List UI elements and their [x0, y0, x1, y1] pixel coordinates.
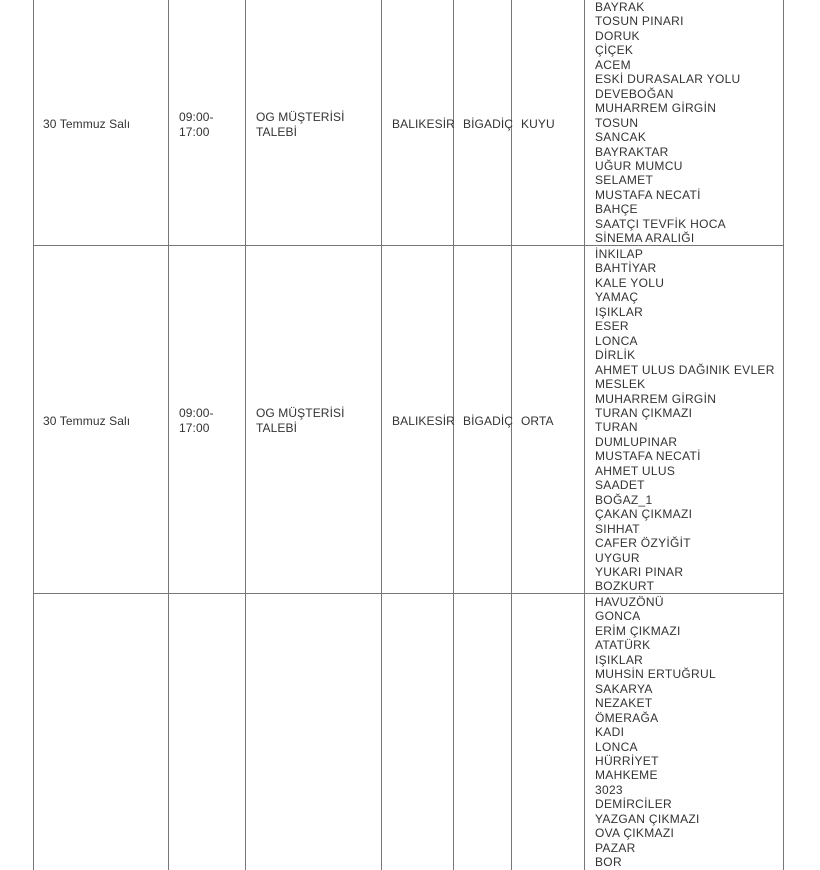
street-item: YAZGAN ÇIKMAZI: [595, 811, 700, 826]
street-item: UYGUR: [595, 550, 640, 565]
street-item: NEZAKET: [595, 696, 653, 711]
street-item: DEVEBOĞAN: [595, 86, 674, 101]
street-item: IŞIKLAR: [595, 304, 644, 319]
street-item: DORUK: [595, 28, 640, 43]
street-item: TURAN: [595, 420, 638, 435]
date-cell: 30 Temmuz Salı: [43, 414, 131, 428]
street-item: KALE YOLU: [595, 275, 665, 290]
neighborhood-cell: ORTA: [521, 414, 554, 428]
street-item: MESLEK: [595, 377, 646, 392]
street-item: TOSUN PINARI: [595, 14, 684, 29]
district-cell: BİGADİÇ: [463, 414, 514, 428]
street-item: GONCA: [595, 609, 641, 624]
street-item: AHMET ULUS: [595, 463, 676, 478]
street-item: BAYRAK: [595, 0, 645, 14]
street-item: SIHHAT: [595, 521, 640, 536]
reason-cell: [256, 110, 345, 139]
column-border: [783, 0, 784, 870]
streets-cell: [595, 247, 775, 594]
reason-cell: [256, 406, 345, 435]
street-item: TOSUN: [595, 115, 639, 130]
column-border: [168, 0, 169, 870]
district-cell: BİGADİÇ: [463, 117, 514, 131]
street-item: ERİM ÇIKMAZI: [595, 623, 681, 638]
time-start: 09:00-: [179, 406, 214, 420]
street-item: BAYRAKTAR: [595, 144, 669, 159]
street-item: YAMAÇ: [595, 290, 639, 305]
time-end: 17:00: [179, 124, 210, 139]
street-item: KADI: [595, 725, 625, 740]
street-item: OVA ÇIKMAZI: [595, 826, 675, 841]
neighborhood-cell: KUYU: [521, 117, 555, 131]
time-cell: [179, 406, 214, 435]
street-item: AHMET ULUS DAĞINIK EVLER: [595, 362, 775, 377]
street-item: BAHTİYAR: [595, 261, 657, 276]
street-item: ÖMERAĞA: [595, 710, 659, 725]
street-item: ATATÜRK: [595, 638, 651, 653]
street-item: MAHKEME: [595, 768, 658, 783]
street-item: SİNEMA ARALIĞI: [595, 231, 695, 246]
streets-cell: [595, 595, 716, 870]
street-item: DİRLİK: [595, 348, 636, 363]
street-item: YUKARI PINAR: [595, 564, 684, 579]
street-item: BOZKURT: [595, 579, 655, 594]
street-item: CAFER ÖZYİĞİT: [595, 536, 691, 551]
street-item: HAVUZÖNÜ: [595, 595, 664, 609]
street-item: ÇAKAN ÇIKMAZI: [595, 507, 693, 522]
street-item: İNKILAP: [595, 247, 644, 261]
street-item: ESER: [595, 319, 629, 334]
time-end: 17:00: [179, 420, 210, 435]
street-item: LONCA: [595, 333, 638, 348]
date-cell: 30 Temmuz Salı: [43, 117, 131, 131]
street-item: SELAMET: [595, 173, 654, 188]
column-border: [381, 0, 382, 870]
street-item: MUHSİN ERTUĞRUL: [595, 667, 716, 682]
street-item: MUHARREM GİRGİN: [595, 391, 717, 406]
street-item: DUMLUPINAR: [595, 434, 678, 449]
street-item: PAZAR: [595, 840, 636, 855]
street-item: BOĞAZ_1: [595, 492, 653, 507]
column-border: [584, 0, 585, 870]
street-item: UĞUR MUMCU: [595, 158, 683, 173]
street-item: SAATÇI TEVFİK HOCA: [595, 216, 726, 231]
time-cell: [179, 110, 214, 139]
street-item: BOR: [595, 855, 622, 870]
street-item: MUSTAFA NECATİ: [595, 187, 701, 202]
city-cell: BALIKESİR: [392, 117, 455, 131]
street-item: MUHARREM GİRGİN: [595, 101, 717, 116]
reason-line: OG MÜŞTERİSİ: [256, 406, 345, 420]
city-cell: BALIKESİR: [392, 414, 455, 428]
street-item: ÇİÇEK: [595, 43, 634, 58]
street-item: SAADET: [595, 478, 645, 493]
street-item: ACEM: [595, 57, 631, 72]
street-item: BAHÇE: [595, 202, 638, 217]
streets-cell: [595, 0, 741, 246]
reason-line: TALEBİ: [256, 124, 298, 139]
street-item: SAKARYA: [595, 681, 653, 696]
street-item: ESKİ DURASALAR YOLU: [595, 72, 741, 87]
reason-line: TALEBİ: [256, 420, 298, 435]
street-item: DEMİRCİLER: [595, 797, 673, 812]
reason-line: OG MÜŞTERİSİ: [256, 110, 345, 124]
column-border: [33, 0, 34, 870]
street-item: HÜRRİYET: [595, 753, 659, 768]
street-item: MUSTAFA NECATİ: [595, 449, 701, 464]
time-start: 09:00-: [179, 110, 214, 124]
column-border: [245, 0, 246, 870]
street-item: LONCA: [595, 739, 638, 754]
street-item: IŞIKLAR: [595, 652, 644, 667]
street-item: SANCAK: [595, 130, 647, 145]
street-item: 3023: [595, 782, 623, 797]
street-item: TURAN ÇIKMAZI: [595, 405, 693, 420]
